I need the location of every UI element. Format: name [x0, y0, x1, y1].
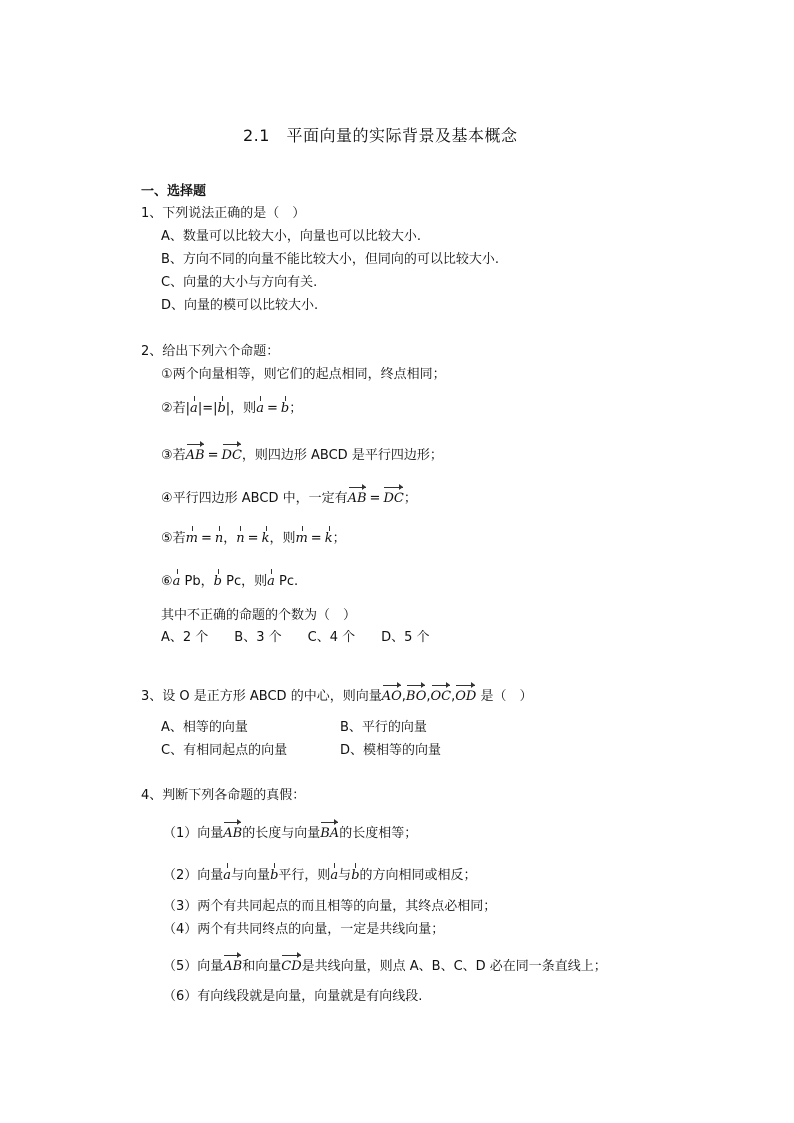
- proposition-2: [161, 400, 302, 418]
- equals-sign: =: [310, 531, 322, 546]
- proposition-6: [161, 573, 298, 591]
- statement-2-text: 的方向相同或相反；: [359, 868, 477, 883]
- vector-a: a: [330, 868, 339, 883]
- question-3-option-d: D、模相等的向量: [340, 743, 442, 758]
- statement-4: （4）两个有共同终点的向量，一定是共线向量；: [163, 922, 445, 937]
- statement-2-text: 与: [338, 868, 352, 883]
- proposition-6-text: Pc，则: [221, 574, 268, 589]
- vector-cd: CD: [281, 955, 301, 976]
- equals-sign: =: [207, 448, 219, 463]
- question-3-option-a: A、相等的向量: [161, 720, 248, 735]
- vector-ab: AB: [348, 487, 367, 508]
- statement-1-text: （1）向量: [163, 826, 224, 841]
- vector-n: n: [236, 531, 245, 546]
- proposition-5-text: ，: [223, 531, 237, 546]
- statement-2-text: 平行，则: [278, 868, 331, 883]
- question-1-option-b: B、方向不同的向量不能比较大小，但同向的可以比较大小.: [161, 252, 500, 267]
- proposition-5: [161, 530, 346, 548]
- proposition-6-text: Pb，: [180, 574, 214, 589]
- vector-b: b: [270, 868, 279, 883]
- proposition-4-text: ；: [403, 491, 417, 506]
- statement-5-text: 是共线向量，则点 A、B、C、D 必在同一条直线上；: [301, 959, 607, 974]
- vector-bo: BO: [406, 685, 426, 706]
- vector-a: a: [172, 574, 181, 589]
- equals-sign: =: [200, 531, 212, 546]
- question-3-text: 是（ ）: [480, 689, 533, 704]
- vector-a: a: [190, 401, 198, 416]
- question-3-option-b: B、平行的向量: [340, 720, 427, 735]
- proposition-6-text: Pc.: [274, 574, 299, 589]
- comma: ,: [426, 689, 431, 704]
- comma: ,: [451, 689, 456, 704]
- statement-5-text: （5）向量: [163, 959, 224, 974]
- proposition-3-text: ，则四边形 ABCD 是平行四边形；: [241, 448, 443, 463]
- statement-2-text: （2）向量: [163, 868, 224, 883]
- vector-a: a: [267, 574, 275, 589]
- vector-ab: AB: [186, 444, 205, 465]
- proposition-3: [161, 444, 443, 465]
- vector-ao: AO: [382, 685, 402, 706]
- proposition-5-text: ⑤若: [161, 531, 186, 546]
- question-1-option-c: C、向量的大小与方向有关.: [161, 275, 318, 290]
- proposition-3-text: ③若: [161, 448, 186, 463]
- page-title: 2.1 平面向量的实际背景及基本概念: [243, 126, 518, 145]
- proposition-1: ①两个向量相等，则它们的起点相同，终点相同；: [161, 367, 446, 382]
- section-heading: 一、选择题: [141, 184, 207, 199]
- equals-sign: =: [266, 401, 278, 416]
- statement-2: [163, 867, 477, 885]
- vector-m: m: [295, 531, 308, 546]
- statement-3: （3）两个有共同起点的而且相等的向量，其终点必相同；: [163, 899, 497, 914]
- question-1-option-d: D、向量的模可以比较大小.: [161, 298, 319, 313]
- question-3-stem: [141, 685, 533, 706]
- vector-dc: DC: [222, 444, 242, 465]
- vector-k: k: [261, 531, 270, 546]
- equals-sign: =: [369, 491, 381, 506]
- proposition-4: [161, 487, 417, 508]
- vector-dc: DC: [383, 487, 403, 508]
- proposition-2-text: ②若|: [161, 401, 191, 416]
- statement-1-text: 的长度与向量: [242, 826, 321, 841]
- vector-a: a: [256, 401, 264, 416]
- proposition-5-text: ，则: [269, 531, 296, 546]
- proposition-6-text: ⑥: [161, 574, 173, 589]
- equals-sign: =: [247, 531, 259, 546]
- vector-ba: BA: [320, 822, 339, 843]
- question-2-stem: 2、给出下列六个命题：: [141, 344, 280, 359]
- vector-ab: AB: [223, 955, 242, 976]
- statement-2-text: 与向量: [231, 868, 271, 883]
- vector-k: k: [324, 531, 333, 546]
- vector-a: a: [223, 868, 232, 883]
- comma: ,: [401, 689, 406, 704]
- question-2-options: A、2 个 B、3 个 C、4 个 D、5 个: [161, 630, 430, 645]
- proposition-2-text: ；: [289, 401, 303, 416]
- question-4-stem: 4、判断下列各命题的真假：: [141, 788, 306, 803]
- proposition-2-text: |，则: [225, 401, 257, 416]
- question-1-stem: 1、下列说法正确的是（ ）: [141, 206, 306, 221]
- question-1-option-a: A、数量可以比较大小，向量也可以比较大小.: [161, 229, 422, 244]
- proposition-4-text: ④平行四边形 ABCD 中，一定有: [161, 491, 348, 506]
- vector-b: b: [280, 401, 290, 416]
- vector-oc: OC: [431, 685, 452, 706]
- statement-1-text: 的长度相等；: [339, 826, 418, 841]
- vector-b: b: [217, 401, 226, 416]
- question-2-ask: 其中不正确的命题的个数为（ ）: [161, 608, 357, 623]
- vector-n: n: [214, 531, 224, 546]
- proposition-5-text: ；: [332, 531, 346, 546]
- proposition-2-text: |=|: [197, 401, 218, 416]
- statement-6: （6）有向线段就是向量，向量就是有向线段.: [163, 989, 423, 1004]
- vector-m: m: [185, 531, 198, 546]
- statement-5-text: 和向量: [242, 959, 282, 974]
- vector-b: b: [213, 574, 222, 589]
- vector-od: OD: [455, 685, 476, 706]
- question-3-option-c: C、有相同起点的向量: [161, 743, 288, 758]
- vector-ab: AB: [223, 822, 242, 843]
- statement-1: [163, 822, 417, 843]
- question-3-text: 3、设 O 是正方形 ABCD 的中心，则向量: [141, 689, 382, 704]
- statement-5: [163, 955, 607, 976]
- vector-b: b: [351, 868, 360, 883]
